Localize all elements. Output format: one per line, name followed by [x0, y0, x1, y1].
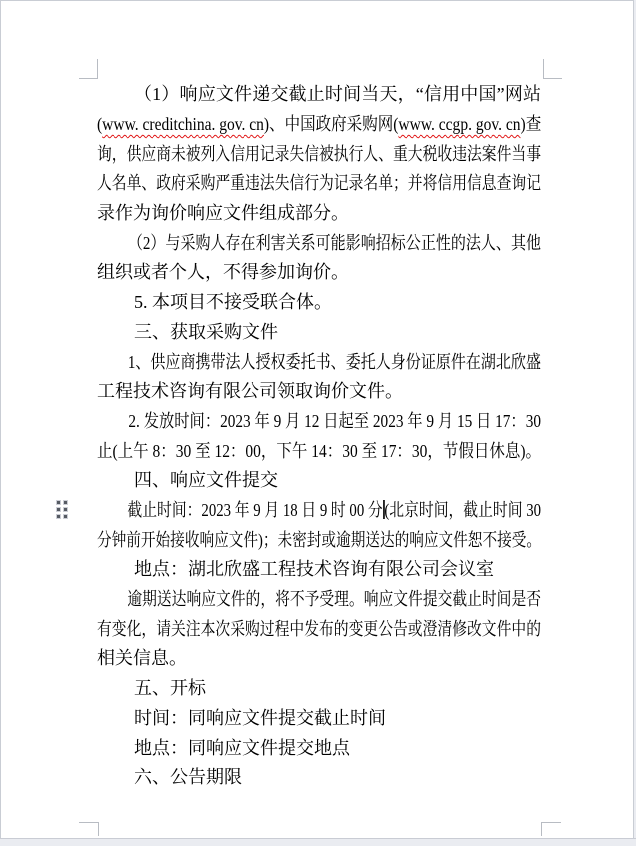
section-heading-5[interactable]: 五、开标	[134, 678, 206, 698]
doc-line[interactable]: 工程技术咨询有限公司领取询价文件。	[97, 381, 403, 401]
doc-line[interactable]: （2）与采购人存在利害关系可能影响招标公正性的法人、其他	[127, 233, 541, 253]
doc-line[interactable]: 5. 本项目不接受联合体。	[134, 292, 332, 312]
text-before-caret: 截止时间：2023 年 9 月 18 日 9 时 00 分	[127, 500, 383, 520]
doc-line[interactable]: 询，供应商未被列入信用记录失信被执行人、重大税收违法案件当事	[97, 144, 541, 164]
doc-line[interactable]: 地点：湖北欣盛工程技术咨询有限公司会议室	[134, 559, 494, 579]
doc-line[interactable]: 2. 发放时间：2023 年 9 月 12 日起至 2023 年 9 月 15 日 17：30	[128, 411, 542, 431]
paren: )查	[520, 114, 542, 134]
section-heading-6[interactable]: 六、公告期限	[134, 767, 242, 787]
doc-line[interactable]: 相关信息。	[97, 648, 187, 668]
mid-text: )、中国政府采购网(	[263, 114, 399, 134]
doc-line[interactable]: 人名单、政府采购严重违法失信行为记录名单；并将信用信息查询记	[97, 173, 541, 193]
doc-line[interactable]: 逾期送达响应文件的，将不予受理。响应文件提交截止时间是否	[127, 589, 541, 609]
creditchina-url[interactable]: www. creditchina. gov. cn	[102, 114, 264, 134]
section-heading-4[interactable]: 四、响应文件提交	[134, 470, 278, 490]
doc-line[interactable]: 地点：同响应文件提交地点	[134, 738, 350, 758]
workspace-below-page	[0, 838, 636, 846]
doc-line[interactable]: （1）响应文件递交截止时间当天，“信用中国”网站	[134, 84, 541, 104]
doc-line[interactable]: 录作为询价响应文件组成部分。	[97, 203, 349, 223]
doc-line-urls[interactable]	[97, 110, 542, 140]
drag-handle-dots[interactable]	[57, 501, 67, 518]
doc-line[interactable]: 组织或者个人，不得参加询价。	[97, 262, 349, 282]
doc-line[interactable]: 时间：同响应文件提交截止时间	[134, 708, 386, 728]
doc-line-with-caret[interactable]	[97, 496, 541, 526]
doc-line[interactable]: 有变化，请关注本次采购过程中发布的变更公告或澄清修改文件中的	[97, 619, 541, 639]
doc-line[interactable]: 1、供应商携带法人授权委托书、委托人身份证原件在湖北欣盛	[127, 352, 541, 372]
paren: (	[97, 114, 103, 134]
doc-line[interactable]: 分钟前开始接收响应文件)；未密封或逾期送达的响应文件恕不接受。	[97, 530, 541, 550]
doc-line[interactable]: 止(上午 8：30 至 12：00，下午 14：30 至 17：30，节假日休息)。	[97, 441, 541, 461]
ccgp-url[interactable]: www. ccgp. gov. cn	[398, 114, 521, 134]
text-after-caret: (北京时间，截止时间 30	[384, 500, 541, 520]
section-heading-3[interactable]: 三、获取采购文件	[134, 322, 278, 342]
